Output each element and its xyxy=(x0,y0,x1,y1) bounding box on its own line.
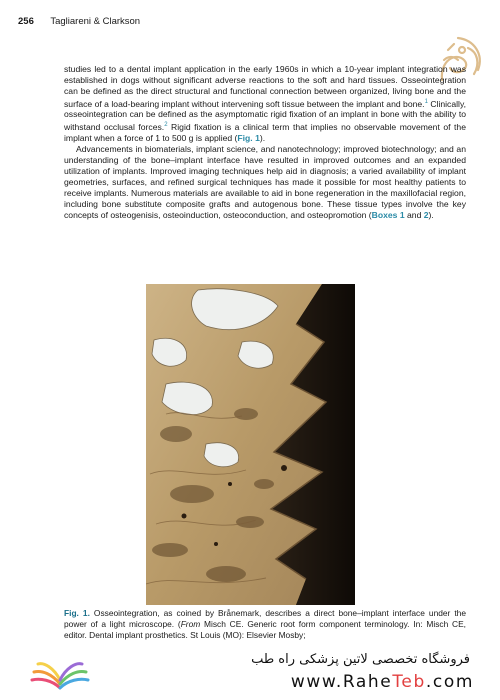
site-prefix: www.Rahe xyxy=(290,672,393,692)
p2-text-b: ). xyxy=(428,209,434,220)
p2-text-and: and xyxy=(404,209,424,220)
site-highlight: Teb xyxy=(392,672,426,692)
caption-text-b: Misch CE. Generic root form component terminology. In: Misch CE, editor. Dental implant prosthetics. St Louis (MO): Elsevier Mosby; xyxy=(64,618,466,640)
watermark-banner xyxy=(0,644,500,700)
paragraph-1 xyxy=(64,64,466,144)
running-header xyxy=(18,16,140,27)
reference-superscript-1[interactable]: 1 xyxy=(424,98,428,105)
running-head-authors: Tagliareni & Clarkson xyxy=(50,16,141,27)
caption-label: Fig. 1. xyxy=(64,608,90,618)
reference-superscript-2[interactable]: 2 xyxy=(164,122,168,129)
box-1-link[interactable]: Boxes 1 xyxy=(371,209,405,220)
store-name: فروشگاه تخصصی لاتین پزشکی راه طب xyxy=(251,652,470,667)
p1-text-b: Clinically, osseointegration can be defined as the asymptomatic rigid fixation of an implant in bone with the ability to withstand occlusal forces. xyxy=(64,98,466,133)
box-2-link[interactable]: 2 xyxy=(423,209,429,220)
p1-text-c: Rigid fixation is a clinical term that implies no observable movement of the implant when a force of 1 to 500 g is applied ( xyxy=(64,122,466,144)
caption-italic: From xyxy=(180,618,201,629)
page-number: 256 xyxy=(18,16,34,27)
article-body xyxy=(64,64,466,220)
micrograph-image xyxy=(146,284,355,605)
open-book-icon xyxy=(30,650,90,694)
caption-text-a: Osseointegration, as coined by Brånemark, describes a direct bone–implant interface under the power of a light microscope. ( xyxy=(64,608,467,629)
site-suffix: .com xyxy=(425,672,474,692)
figure-1-micrograph xyxy=(146,284,355,605)
figure-1-link[interactable]: Fig. 1 xyxy=(237,133,260,144)
website-link[interactable] xyxy=(291,672,474,692)
paragraph-2 xyxy=(64,144,466,220)
p1-text-d: ). xyxy=(259,133,266,144)
p2-text-a: Advancements in biomaterials, implant science, and nanotechnology; improved biotechnology; and an understanding of the bone–implant interface have resulted in improved outcomes and an expanded utilization of implants. Improved imaging techniques help aid in diagnosis; a varied availability of implant geometries, surfaces, and refined surgical techniques has made it possible for most healthy patients to receive implants. Numerous materials are available to aid in bone regeneration in the maxillofacial region, including bone substitute composite grafts and autogenous bone. These tissue types involve the key concepts of osteogenisis, osteoinduction, osteoconduction, and osteopromotion ( xyxy=(64,144,466,220)
p1-text-a: studies led to a dental implant application in the early 1960s in which a 10-year implant integration was established in dogs without significant adverse reactions to the soft and hard tissues. Osseointegration can be defined as the direct structural and functional connection between organized, living bone and the surface of a load-bearing implant without intervening soft tissue between the implant and bone. xyxy=(64,64,466,109)
figure-1-caption xyxy=(64,608,466,640)
